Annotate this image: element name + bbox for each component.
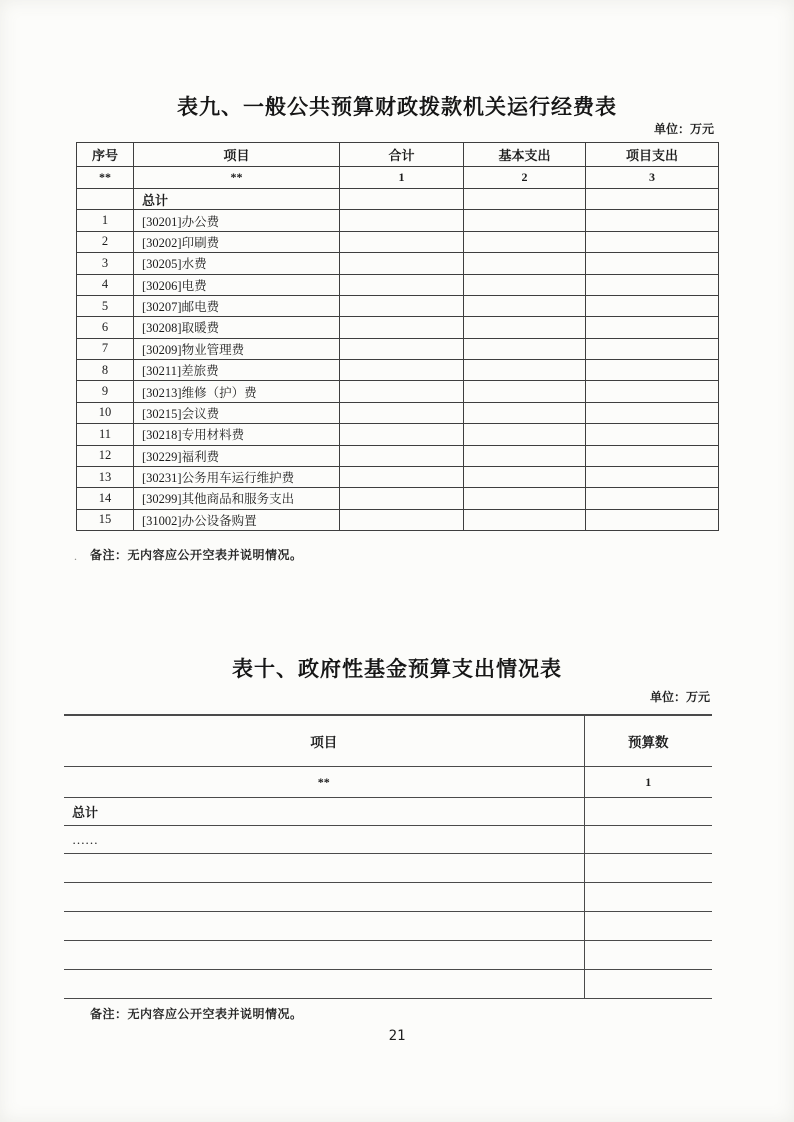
total-value-cell	[340, 402, 464, 423]
basic-value-cell	[464, 231, 586, 252]
total-value-cell	[340, 189, 464, 210]
total-value-cell	[340, 445, 464, 466]
table-row	[77, 295, 719, 316]
table-row	[77, 338, 719, 359]
budget-value-cell	[584, 912, 712, 941]
table-row	[77, 253, 719, 274]
total-value-cell	[340, 338, 464, 359]
table9-body	[77, 189, 719, 531]
table-row	[64, 912, 712, 941]
item-name-cell: [30202]印刷费	[134, 231, 340, 252]
item-name-cell	[64, 912, 584, 941]
row-number-cell: 7	[77, 338, 134, 359]
table-row	[64, 970, 712, 999]
basic-value-cell	[464, 189, 586, 210]
project-value-cell	[586, 360, 719, 381]
table-row	[77, 488, 719, 509]
col-header-total: 合计	[340, 143, 464, 167]
table9-header-row	[77, 143, 719, 167]
basic-value-cell	[464, 210, 586, 231]
budget-value-cell	[584, 798, 712, 826]
item-name-cell: [30208]取暖费	[134, 317, 340, 338]
item-name-cell: [30207]邮电费	[134, 295, 340, 316]
basic-value-cell	[464, 338, 586, 359]
project-value-cell	[586, 274, 719, 295]
budget-value-cell	[584, 826, 712, 854]
basic-value-cell	[464, 488, 586, 509]
code-cell: **	[134, 167, 340, 189]
page-number: 21	[388, 1028, 406, 1044]
table10-header-row	[64, 715, 712, 767]
row-number-cell: 11	[77, 424, 134, 445]
basic-value-cell	[464, 402, 586, 423]
budget-value-cell	[584, 854, 712, 883]
row-number-cell: 5	[77, 295, 134, 316]
row-number-cell: 4	[77, 274, 134, 295]
row-number-cell: 6	[77, 317, 134, 338]
col-header-basic: 基本支出	[464, 143, 586, 167]
table-row	[64, 826, 712, 854]
project-value-cell	[586, 253, 719, 274]
basic-value-cell	[464, 424, 586, 445]
basic-value-cell	[464, 317, 586, 338]
total-value-cell	[340, 231, 464, 252]
item-name-cell: [30211]差旅费	[134, 360, 340, 381]
project-value-cell	[586, 445, 719, 466]
col-header-budget: 预算数	[584, 715, 712, 767]
table-row	[77, 424, 719, 445]
basic-value-cell	[464, 295, 586, 316]
basic-value-cell	[464, 274, 586, 295]
table-row	[64, 941, 712, 970]
total-value-cell	[340, 360, 464, 381]
item-name-cell: [30231]公务用车运行维护费	[134, 466, 340, 487]
table10-code-row	[64, 767, 712, 798]
item-name-cell: [30215]会议费	[134, 402, 340, 423]
table9-unit-label: 单位：万元	[653, 122, 714, 136]
row-number-cell: 2	[77, 231, 134, 252]
item-name-cell: [30205]水费	[134, 253, 340, 274]
budget-value-cell	[584, 883, 712, 912]
row-number-cell: 3	[77, 253, 134, 274]
code-cell: 2	[464, 167, 586, 189]
table-row	[77, 231, 719, 252]
table10-note: 备注：无内容应公开空表并说明情况。	[90, 1007, 303, 1021]
total-value-cell	[340, 210, 464, 231]
row-number-cell: 12	[77, 445, 134, 466]
project-value-cell	[586, 466, 719, 487]
basic-value-cell	[464, 509, 586, 530]
col-header-project: 项目支出	[586, 143, 719, 167]
row-number-cell: 9	[77, 381, 134, 402]
total-value-cell	[340, 253, 464, 274]
item-name-cell	[64, 883, 584, 912]
table10-title: 表十、政府性基金预算支出情况表	[232, 657, 562, 681]
table-row	[77, 317, 719, 338]
table-row	[77, 509, 719, 530]
project-value-cell	[586, 509, 719, 530]
item-name-cell: 总计	[134, 189, 340, 210]
table-row	[77, 445, 719, 466]
item-name-cell: [30299]其他商品和服务支出	[134, 488, 340, 509]
code-cell: 1	[584, 767, 712, 798]
col-header-item: 项目	[134, 143, 340, 167]
total-value-cell	[340, 466, 464, 487]
scan-dot-artifact: .	[74, 549, 77, 563]
project-value-cell	[586, 402, 719, 423]
item-name-cell	[64, 970, 584, 999]
row-number-cell: 10	[77, 402, 134, 423]
table10	[64, 714, 712, 999]
table-row	[64, 883, 712, 912]
row-number-cell: 15	[77, 509, 134, 530]
item-name-cell: [30213]维修（护）费	[134, 381, 340, 402]
code-cell: 1	[340, 167, 464, 189]
project-value-cell	[586, 424, 719, 445]
table-row	[77, 402, 719, 423]
table-row	[77, 189, 719, 210]
total-value-cell	[340, 274, 464, 295]
code-cell: 3	[586, 167, 719, 189]
code-cell: **	[64, 767, 584, 798]
table10-unit-label: 单位：万元	[649, 690, 710, 704]
table9-note: 备注：无内容应公开空表并说明情况。	[90, 548, 303, 562]
table-row	[77, 466, 719, 487]
total-value-cell	[340, 295, 464, 316]
project-value-cell	[586, 231, 719, 252]
item-name-cell	[64, 854, 584, 883]
row-number-cell	[77, 189, 134, 210]
budget-value-cell	[584, 941, 712, 970]
item-name-cell: [30209]物业管理费	[134, 338, 340, 359]
total-value-cell	[340, 424, 464, 445]
row-number-cell: 8	[77, 360, 134, 381]
table-row	[77, 210, 719, 231]
project-value-cell	[586, 210, 719, 231]
total-value-cell	[340, 381, 464, 402]
row-number-cell: 1	[77, 210, 134, 231]
table9-code-row	[77, 167, 719, 189]
table-row	[77, 381, 719, 402]
budget-value-cell	[584, 970, 712, 999]
project-value-cell	[586, 338, 719, 359]
item-name-cell: [30206]电费	[134, 274, 340, 295]
project-value-cell	[586, 381, 719, 402]
code-cell: **	[77, 167, 134, 189]
table-row	[64, 798, 712, 826]
total-value-cell	[340, 488, 464, 509]
item-name-cell: [31002]办公设备购置	[134, 509, 340, 530]
table9-title: 表九、一般公共预算财政拨款机关运行经费表	[177, 95, 617, 119]
table-row	[77, 274, 719, 295]
basic-value-cell	[464, 360, 586, 381]
table-row	[77, 360, 719, 381]
total-value-cell	[340, 509, 464, 530]
table9	[76, 142, 719, 531]
basic-value-cell	[464, 253, 586, 274]
table-row	[64, 854, 712, 883]
total-value-cell	[340, 317, 464, 338]
project-value-cell	[586, 488, 719, 509]
col-header-item: 项目	[64, 715, 584, 767]
basic-value-cell	[464, 466, 586, 487]
row-number-cell: 13	[77, 466, 134, 487]
item-name-cell: [30229]福利费	[134, 445, 340, 466]
item-name-cell: 总计	[64, 798, 584, 826]
item-name-cell	[64, 941, 584, 970]
project-value-cell	[586, 295, 719, 316]
project-value-cell	[586, 189, 719, 210]
row-number-cell: 14	[77, 488, 134, 509]
col-header-seq: 序号	[77, 143, 134, 167]
item-name-cell: ……	[64, 826, 584, 854]
basic-value-cell	[464, 445, 586, 466]
item-name-cell: [30201]办公费	[134, 210, 340, 231]
basic-value-cell	[464, 381, 586, 402]
table10-body	[64, 798, 712, 999]
project-value-cell	[586, 317, 719, 338]
item-name-cell: [30218]专用材料费	[134, 424, 340, 445]
